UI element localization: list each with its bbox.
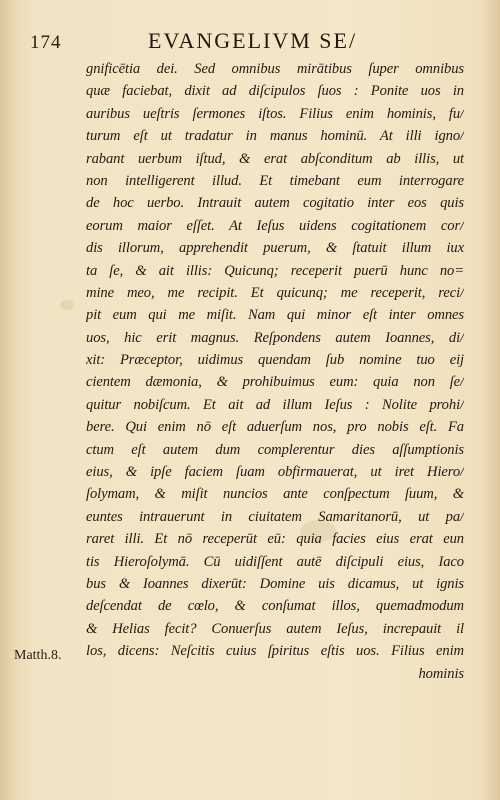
text-line: bus & Ioannes dixerūt: Domine uis dicamus, ut ignis (86, 575, 464, 592)
catchword: hominis (418, 665, 464, 682)
text-line: deſcendat de cœlo, & conſumat illos, quemadmodum (86, 598, 464, 615)
text-line: quitur nobiſcum. Et ait ad illum Ieſus : Nolite prohi/ (86, 396, 464, 413)
text-line: dis illorum, apprehendit puerum, & ſtatuit illum iux (86, 240, 464, 257)
paper-stain (60, 300, 74, 310)
text-line: cientem dæmonia, & prohibuimus eum: quia non ſe/ (86, 374, 464, 391)
text-line: euntes intrauerunt in ciuitatem Samaritanorū, ut pa/ (86, 508, 464, 525)
text-line: eorum maior eſſet. At Ieſus uidens cogitationem cor/ (86, 217, 464, 234)
text-block (86, 58, 464, 685)
text-line: gnificētia dei. Sed omnibus mirātibus ſuper omnibus (86, 61, 464, 77)
text-line: pit eum qui me miſit. Nam qui minor eſt inter omnes (86, 307, 464, 324)
text-line: uos, hic erit magnus. Reſpondens autem Ioannes, di/ (86, 329, 464, 346)
text-line: de hoc uerbo. Intrauit autem cogitatio inter eos quis (86, 195, 464, 212)
text-line: los, dicens: Neſcitis cuius ſpiritus eſtis uos. Filius enim (86, 643, 464, 660)
text-line: xit: Præceptor, uidimus quendam ſub nomine tuo eij (86, 352, 464, 369)
text-line: quæ faciebat, dixit ad diſcipulos ſuos : Ponite uos in (86, 83, 464, 100)
page-header (24, 26, 464, 56)
text-line: turum eſt ut tradatur in manus hominū. At illi igno/ (86, 128, 464, 145)
margin-note: Matth.8. (14, 648, 62, 663)
text-line: & Helias fecit? Conuerſus autem Ieſus, increpauit il (86, 620, 464, 637)
text-line: auribus ueſtris ſermones iſtos. Filius enim hominis, fu/ (86, 105, 464, 122)
running-head: EVANGELIVM SE/ (148, 28, 358, 53)
text-line: ſolymam, & miſit nuncios ante conſpectum ſuum, & (86, 486, 464, 503)
text-line: raret illi. Et nō receperūt eū: quia facies eius erat eun (86, 531, 464, 548)
text-line: bere. Qui enim nō eſt aduerſum nos, pro nobis eſt. Fa (86, 419, 464, 436)
text-line: mine meo, me recipit. Et quicunq; me receperit, reci/ (86, 284, 464, 301)
text-line: ctum eſt autem dum complerentur dies aſſumptionis (86, 441, 464, 458)
text-line: ta ſe, & ait illis: Quicunq; receperit puerū hunc no= (86, 262, 464, 279)
page-number: 174 (30, 32, 62, 53)
text-line: eius, & ipſe faciem ſuam obfirmauerat, ut iret Hiero/ (86, 464, 464, 481)
text-line: tis Hieroſolymā. Cū uidiſſent autē diſcipuli eius, Iaco (86, 553, 464, 570)
text-line: rabant uerbum iſtud, & erat abſconditum ab illis, ut (86, 150, 464, 167)
text-line: non intelligerent illud. Et timebant eum interrogare (86, 172, 464, 189)
